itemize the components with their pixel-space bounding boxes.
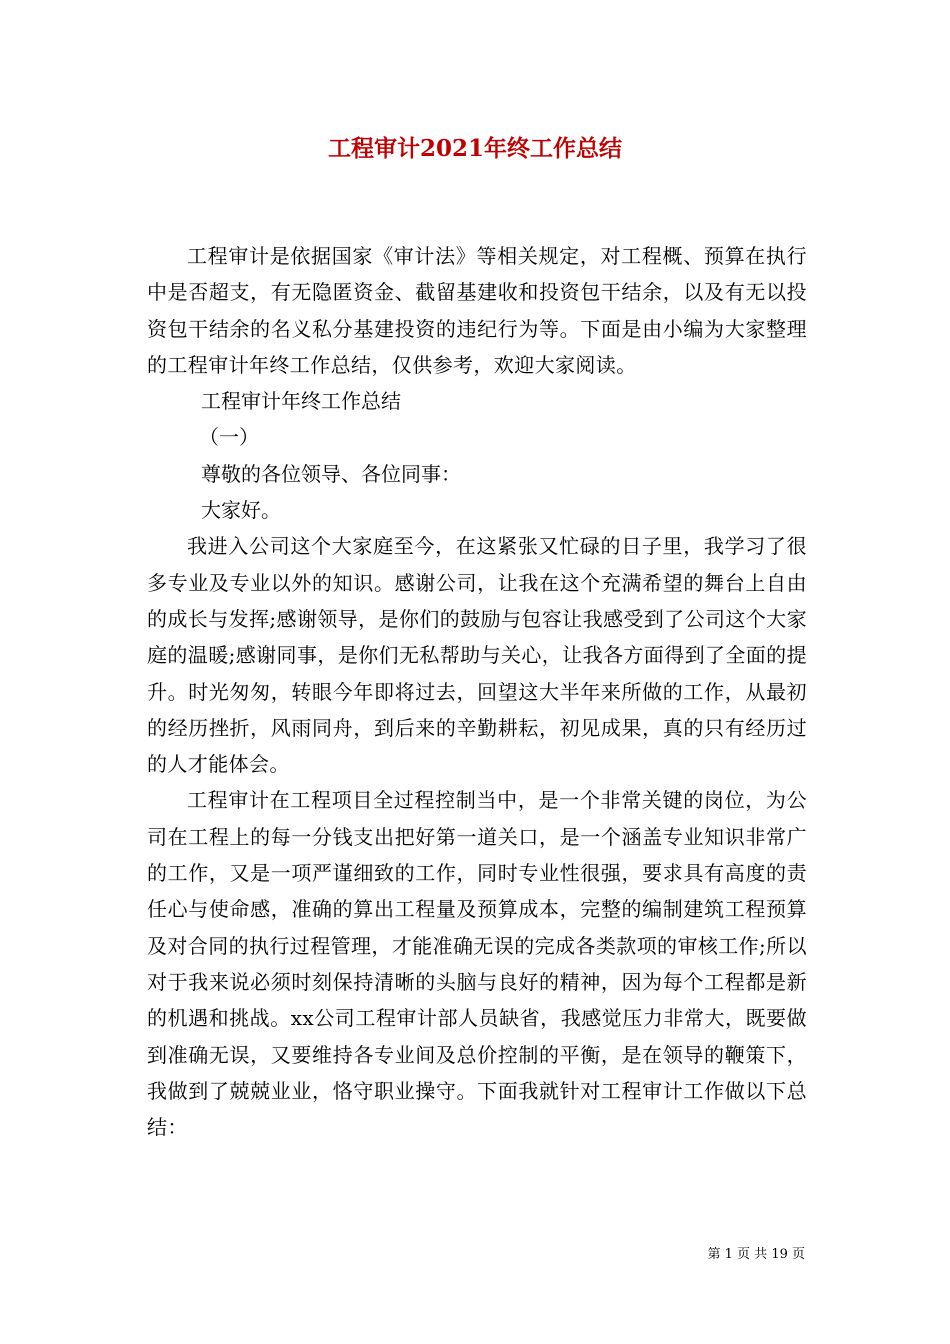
intro-paragraph: 工程审计是依据国家《审计法》等相关规定，对工程概、预算在执行中是否超支，有无隐匿资金、截留基建收和投资包干结余，以及有无以投资包干结余的名义私分基建投资的违纪行为等。下面是由小编为大家整理的工程审计年终工作总结，仅供参考，欢迎大家阅读。 — [147, 244, 807, 377]
body-paragraph: 我进入公司这个大家庭至今，在这紧张又忙碌的日子里，我学习了很多专业及专业以外的知识。感谢公司，让我在这个充满希望的舞台上自由的成长与发挥;感谢领导，是你们的鼓励与包容让我感受到了公司这个大家庭的温暖;感谢同事，是你们无私帮助与关心，让我各方面得到了全面的提升。时光匆匆，转眼今年即将过去，回望这大半年来所做的工作，从最初的经历挫折，风雨同舟，到后来的辛勤耕耘，初见成果，真的只有经历过的人才能体会。 — [147, 534, 807, 777]
greeting: 大家好。 — [201, 498, 281, 523]
document-title: 工程审计2021年终工作总结 — [327, 135, 622, 162]
page-number-footer: 第 1 页 共 19 页 — [707, 1247, 805, 1262]
section-number: （一） — [199, 425, 259, 450]
section-heading: 工程审计年终工作总结 — [201, 389, 401, 414]
body-paragraph: 工程审计在工程项目全过程控制当中，是一个非常关键的岗位，为公司在工程上的每一分钱支出把好第一道关口，是一个涵盖专业知识非常广的工作，又是一项严谨细致的工作，同时专业性很强，要求具有高度的责任心与使命感，准确的算出工程量及预算成本，完整的编制建筑工程预算及对合同的执行过程管理，才能准确无误的完成各类款项的审核工作;所以对于我来说必须时刻保持清晰的头脑与良好的精神，因为每个工程都是新的机遇和挑战。xx公司工程审计部人员缺省，我感觉压力非常大，既要做到准确无误，又要维持各专业间及总价控制的平衡，是在领导的鞭策下，我做到了兢兢业业，恪守职业操守。下面我就针对工程审计工作做以下总结： — [147, 788, 807, 1140]
salutation: 尊敬的各位领导、各位同事： — [201, 461, 461, 486]
document-body — [147, 238, 807, 1145]
